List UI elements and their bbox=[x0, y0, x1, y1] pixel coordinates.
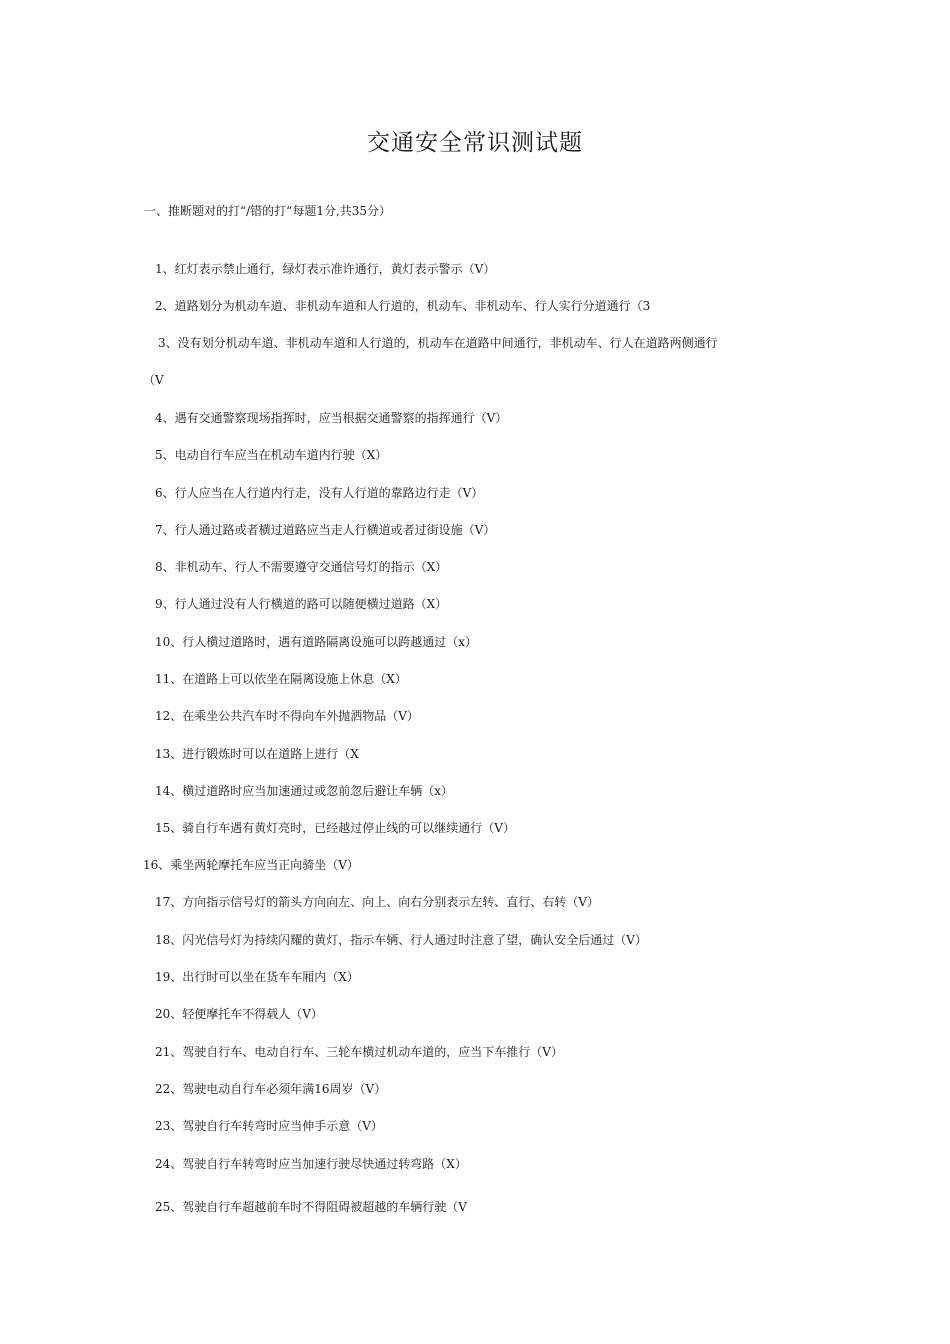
question-item: 5、电动自行车应当在机动车道内行驶（X） bbox=[155, 448, 388, 462]
question-item: 15、骑自行车遇有黄灯亮时，已经越过停止线的可以继续通行（V） bbox=[155, 821, 515, 835]
question-item: 2、道路划分为机动车道、非机动车道和人行道的，机动车、非机动车、行人实行分道通行（3 bbox=[155, 299, 651, 313]
question-item: 9、行人通过没有人行横道的路可以随便横过道路（X） bbox=[155, 597, 448, 611]
question-item: 8、非机动车、行人不需要遵守交通信号灯的指示（X） bbox=[155, 560, 448, 574]
question-item: 13、进行锻炼时可以在道路上进行（X bbox=[155, 747, 359, 761]
question-item: 1、红灯表示禁止通行，绿灯表示准许通行，黄灯表示警示（V） bbox=[155, 262, 496, 276]
question-item: 24、驾驶自行车转弯时应当加速行驶尽快通过转弯路（X） bbox=[155, 1157, 467, 1171]
question-item: 17、方向指示信号灯的箭头方向向左、向上、向右分别表示左转、直行、右转（V） bbox=[155, 895, 599, 909]
question-item: 20、轻便摩托车不得载人（V） bbox=[155, 1007, 323, 1021]
question-item: 14、横过道路时应当加速通过或忽前忽后避让车辆（x） bbox=[155, 784, 454, 798]
question-item: 22、驾驶电动自行车必须年满16周岁（V） bbox=[155, 1082, 387, 1096]
question-item: 4、遇有交通警察现场指挥时，应当根据交通警察的指挥通行（V） bbox=[155, 411, 508, 425]
question-item: 10、行人横过道路时，遇有道路隔离设施可以跨越通过（x） bbox=[155, 635, 478, 649]
question-item: 21、驾驶自行车、电动自行车、三轮车横过机动车道的，应当下车推行（V） bbox=[155, 1045, 563, 1059]
question-item: 16、乘坐两轮摩托车应当正向骑坐（V） bbox=[143, 858, 359, 872]
question-item: 19、出行时可以坐在货车车厢内（X） bbox=[155, 970, 359, 984]
question-item: 18、闪光信号灯为持续闪耀的黄灯，指示车辆、行人通过时注意了望，确认安全后通过（V） bbox=[155, 933, 647, 947]
question-item: 7、行人通过路或者横过道路应当走人行横道或者过街设施（V） bbox=[155, 523, 496, 537]
question-item: 25、驾驶自行车超越前车时不得阻碍被超越的车辆行驶（V bbox=[155, 1200, 467, 1214]
section-heading: 一、推断题对的打“/错的打“每题1分,共35分） bbox=[144, 204, 392, 218]
question-item: 3、没有划分机动车道、非机动车道和人行道的，机动车在道路中间通行，非机动车、行人在道路两侧通行 bbox=[158, 336, 718, 350]
question-item: 6、行人应当在人行道内行走，没有人行道的靠路边行走（V） bbox=[155, 486, 484, 500]
question-item: 12、在乘坐公共汽车时不得向车外抛洒物品（V） bbox=[155, 709, 419, 723]
question-item: 11、在道路上可以依坐在隔离设施上休息（X） bbox=[155, 672, 407, 686]
document-title: 交通安全常识测试题 bbox=[367, 130, 583, 156]
question-item: 23、驾驶自行车转弯时应当伸手示意（V） bbox=[155, 1119, 383, 1133]
question-item-continuation: （V bbox=[143, 373, 164, 387]
